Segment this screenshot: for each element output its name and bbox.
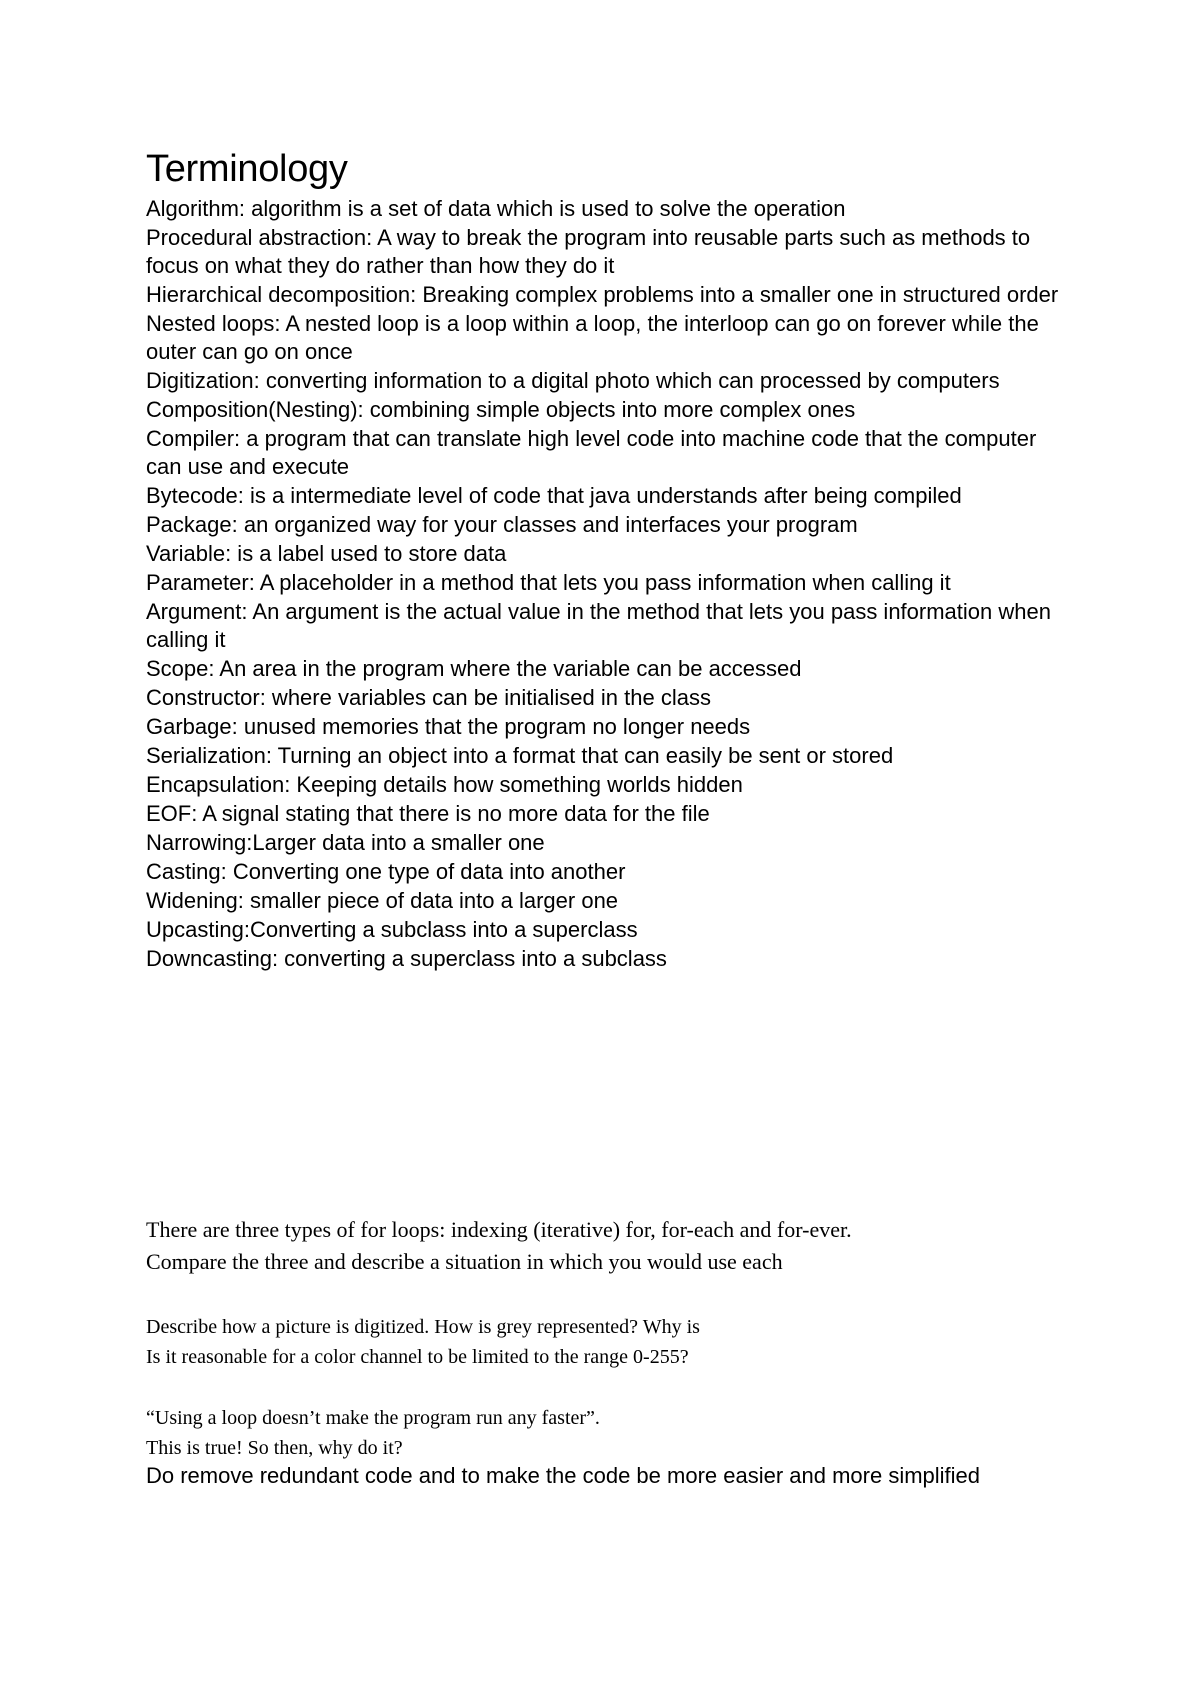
question-loop-speed-line-2: This is true! So then, why do it?	[146, 1437, 403, 1459]
question-loop-speed	[146, 1403, 1076, 1463]
question-for-loops-line-2: Compare the three and describe a situation in which you would use each	[146, 1249, 783, 1274]
question-loop-speed-line-1: “Using a loop doesn’t make the program run any faster”.	[146, 1407, 600, 1429]
term-garbage: Garbage: unused memories that the program no longer needs	[146, 714, 751, 739]
question-for-loops-line-1: There are three types of for loops: indexing (iterative) for, for-each and for-ever.	[146, 1217, 852, 1242]
question-digitized-line-2: Is it reasonable for a color channel to be limited to the range 0-255?	[146, 1346, 689, 1368]
term-argument: Argument: An argument is the actual value in the method that lets you pass information when calling it	[146, 599, 1051, 652]
term-serialization: Serialization: Turning an object into a format that can easily be sent or stored	[146, 743, 894, 768]
term-encapsulation: Encapsulation: Keeping details how something worlds hidden	[146, 772, 743, 797]
term-casting: Casting: Converting one type of data into another	[146, 859, 626, 884]
page-title: Terminology	[146, 148, 348, 190]
question-for-loops	[146, 1214, 1076, 1278]
term-downcasting: Downcasting: converting a superclass into a subclass	[146, 946, 667, 971]
term-composition: Composition(Nesting): combining simple objects into more complex ones	[146, 397, 856, 422]
term-upcasting: Upcasting:Converting a subclass into a superclass	[146, 917, 638, 942]
term-compiler: Compiler: a program that can translate high level code into machine code that the computer can use and execute	[146, 426, 1037, 479]
term-narrowing: Narrowing:Larger data into a smaller one	[146, 830, 545, 855]
term-package: Package: an organized way for your classes and interfaces your program	[146, 512, 858, 537]
term-digitization: Digitization: converting information to a digital photo which can processed by computers	[146, 368, 1000, 393]
term-widening: Widening: smaller piece of data into a larger one	[146, 888, 619, 913]
question-digitized-line-1: Describe how a picture is digitized. How is grey represented? Why is	[146, 1316, 700, 1338]
question-digitized	[146, 1312, 1076, 1372]
terminology-list	[146, 195, 1076, 974]
term-variable: Variable: is a label used to store data	[146, 541, 507, 566]
term-constructor: Constructor: where variables can be initialised in the class	[146, 685, 711, 710]
term-parameter: Parameter: A placeholder in a method that lets you pass information when calling it	[146, 570, 951, 595]
term-algorithm: Algorithm: algorithm is a set of data which is used to solve the operation	[146, 196, 846, 221]
term-hierarchical-decomposition: Hierarchical decomposition: Breaking complex problems into a smaller one in structured order	[146, 282, 1059, 307]
term-procedural-abstraction: Procedural abstraction: A way to break the program into reusable parts such as methods to focus on what they do rather than how they do it	[146, 225, 1031, 278]
term-scope: Scope: An area in the program where the variable can be accessed	[146, 656, 802, 681]
term-nested-loops: Nested loops: A nested loop is a loop within a loop, the interloop can go on forever while the outer can go on once	[146, 311, 1039, 364]
term-eof: EOF: A signal stating that there is no more data for the file	[146, 801, 710, 826]
answer-text: Do remove redundant code and to make the code be more easier and more simplified	[146, 1463, 981, 1488]
term-bytecode: Bytecode: is a intermediate level of code that java understands after being compiled	[146, 483, 962, 508]
